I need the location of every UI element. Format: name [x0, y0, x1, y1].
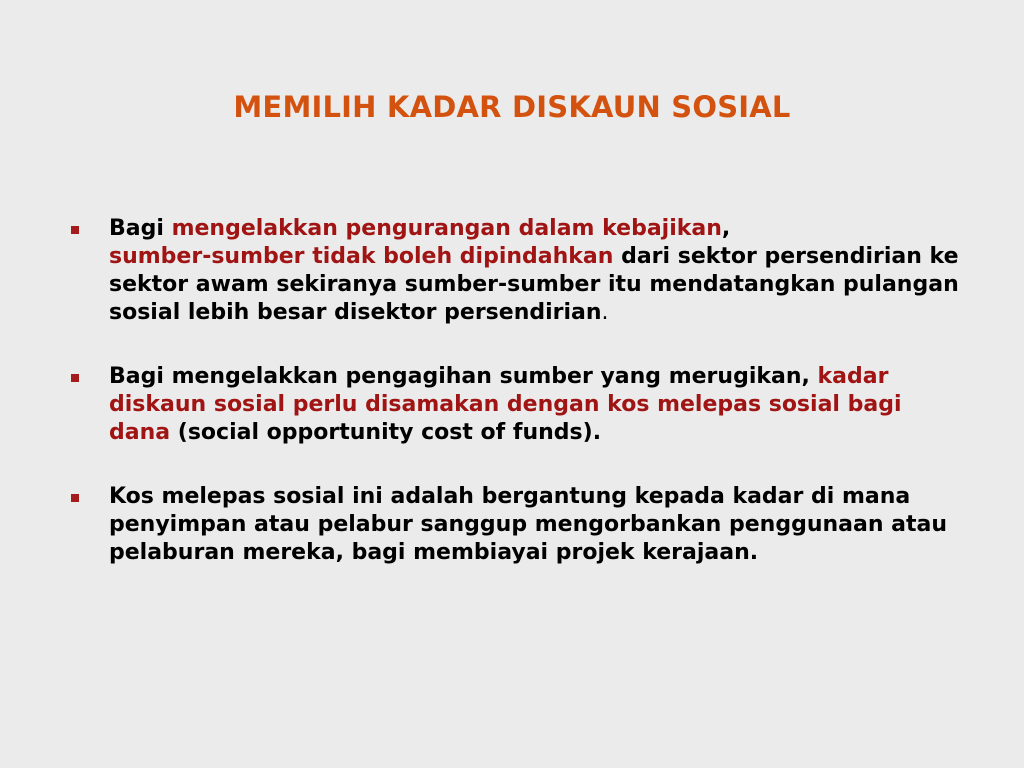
bullet-highlight-segment: mengelakkan pengurangan dalam kebajikan: [171, 216, 722, 241]
square-bullet-icon: [71, 374, 79, 382]
bullet-text-segment: (social opportunity cost of funds).: [170, 420, 602, 445]
bullet-item: [70, 483, 960, 567]
bullet-highlight-segment: sumber-sumber tidak boleh dipindahkan: [109, 244, 614, 269]
bullet-item: [70, 215, 960, 327]
bullet-text-segment: Bagi mengelakkan pengagihan sumber yang merugikan,: [109, 364, 818, 389]
bullet-highlight-segment: kadar diskaun sosial perlu disamakan dengan kos melepas sosial bagi dana: [109, 364, 902, 445]
bullet-text-segment: Kos melepas sosial ini adalah bergantung kepada kadar di mana penyimpan atau pelabur sanggup mengorbankan penggunaan atau pelaburan mereka, bagi membiayai projek kerajaan.: [109, 484, 948, 565]
bullet-text-segment: dari sektor persendirian ke sektor awam sekiranya sumber-sumber itu mendatangkan pulangan sosial lebih besar disektor: [109, 244, 959, 325]
bullet-item: [70, 363, 960, 447]
bullet-text-segment: Bagi: [109, 216, 172, 241]
bullet-text-segment: persendirian: [444, 300, 602, 325]
bullet-text-segment: ,: [721, 216, 731, 241]
slide-title: MEMILIH KADAR DISKAUN SOSIAL: [233, 90, 791, 124]
square-bullet-icon: [71, 226, 79, 234]
bullet-text-segment: .: [601, 300, 609, 325]
bullet-list: [70, 215, 960, 603]
square-bullet-icon: [71, 494, 79, 502]
